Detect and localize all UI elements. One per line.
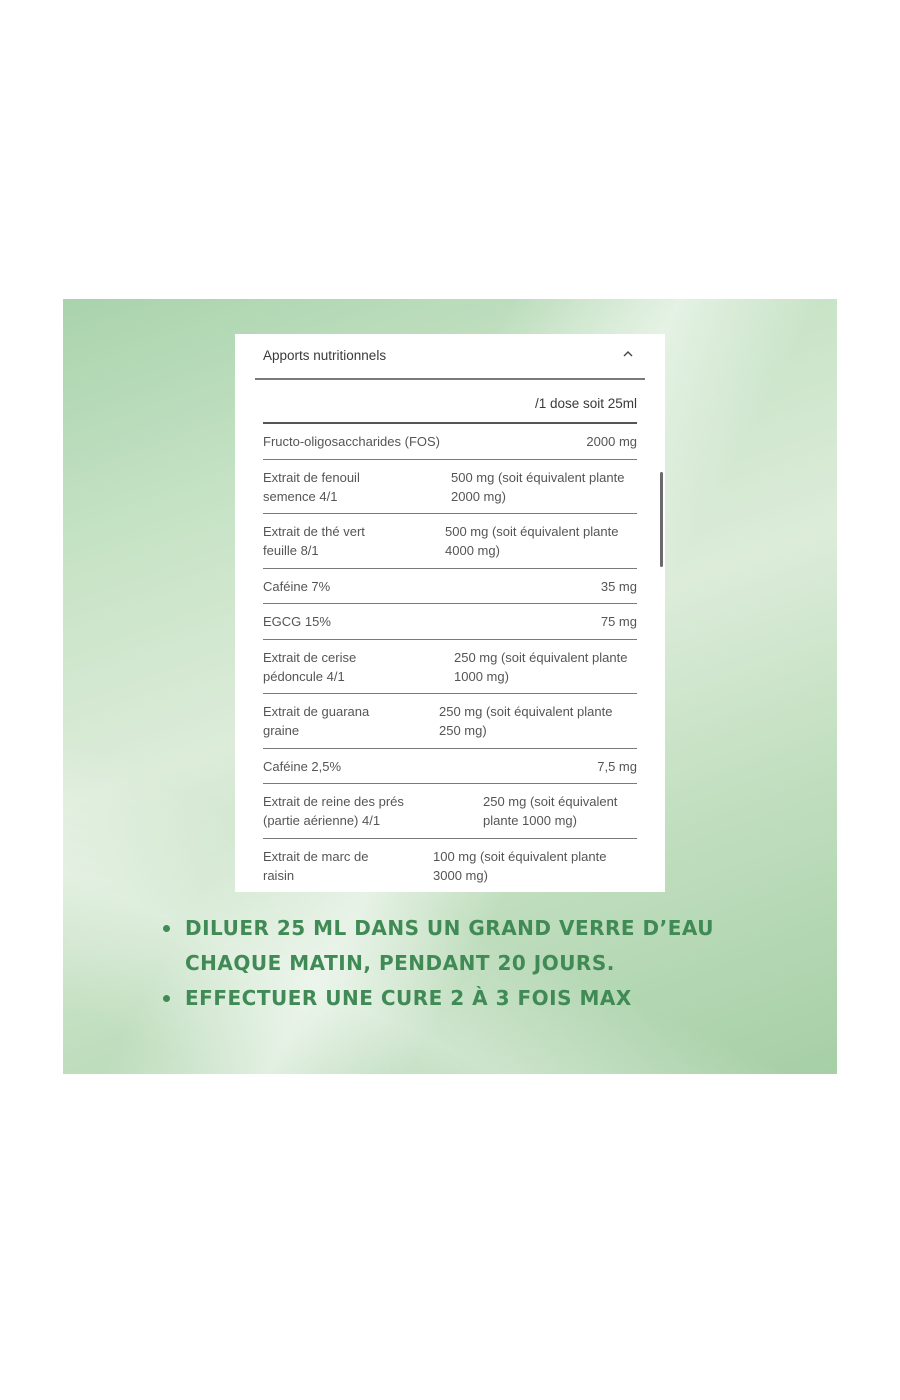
accordion-title: Apports nutritionnels <box>263 348 387 363</box>
row-value: 500 mg (soit équivalent plante 4000 mg) <box>445 524 619 558</box>
nutrition-table <box>263 378 637 892</box>
bullet-icon <box>163 925 170 932</box>
row-value: 2000 mg <box>586 434 637 449</box>
instruction-item <box>163 981 803 1016</box>
row-value: 7,5 mg <box>597 758 637 774</box>
usage-instructions <box>163 911 803 1016</box>
panel-scrollbar[interactable] <box>660 472 663 567</box>
table-row <box>263 460 637 515</box>
table-row <box>263 569 637 605</box>
row-value: 250 mg (soit équivalent plante 1000 mg) <box>454 649 628 684</box>
dose-column-label: /1 dose soit 25ml <box>534 396 637 411</box>
row-name: Extrait de fenouil semence 4/1 <box>263 469 360 504</box>
instruction-item <box>163 911 803 981</box>
row-name: EGCG 15% <box>263 614 331 629</box>
row-name: Caféine 2,5% <box>263 758 342 774</box>
row-name: Extrait de reine des prés (partie aérienne) 4/1 <box>263 794 404 828</box>
row-value: 250 mg (soit équivalent plante 1000 mg) <box>483 794 618 828</box>
table-row <box>263 514 637 569</box>
row-name: Fructo-oligosaccharides (FOS) <box>263 434 440 449</box>
row-value: 35 mg <box>600 578 637 594</box>
accordion-header[interactable] <box>255 334 645 380</box>
row-name: Extrait de marc de raisin <box>263 848 369 883</box>
row-value: 75 mg <box>600 614 637 629</box>
table-row <box>263 749 637 785</box>
bullet-icon <box>163 995 170 1002</box>
table-row <box>263 424 637 460</box>
table-row <box>263 640 637 695</box>
nutrition-accordion-panel <box>235 334 665 892</box>
row-value: 100 mg (soit équivalent plante 3000 mg) <box>433 848 607 883</box>
row-value: 250 mg (soit équivalent plante 250 mg) <box>439 704 613 738</box>
table-row <box>263 694 637 749</box>
row-name: Caféine 7% <box>263 578 331 594</box>
row-value: 500 mg (soit équivalent plante 2000 mg) <box>451 469 625 504</box>
row-name: Extrait de guarana graine <box>263 704 370 738</box>
instruction-text: DILUER 25 ML DANS UN GRAND VERRE D’EAU CHAQUE MATIN, PENDANT 20 JOURS. <box>185 916 714 975</box>
instruction-text: EFFECTUER UNE CURE 2 À 3 FOIS MAX <box>185 986 632 1010</box>
product-banner <box>63 299 837 1074</box>
row-name: Extrait de thé vert feuille 8/1 <box>263 524 365 558</box>
table-row <box>263 839 637 893</box>
table-row <box>263 604 637 640</box>
table-column-header <box>263 378 637 424</box>
table-row <box>263 784 637 839</box>
chevron-up-icon[interactable] <box>621 347 635 361</box>
row-name: Extrait de cerise pédoncule 4/1 <box>263 649 357 684</box>
